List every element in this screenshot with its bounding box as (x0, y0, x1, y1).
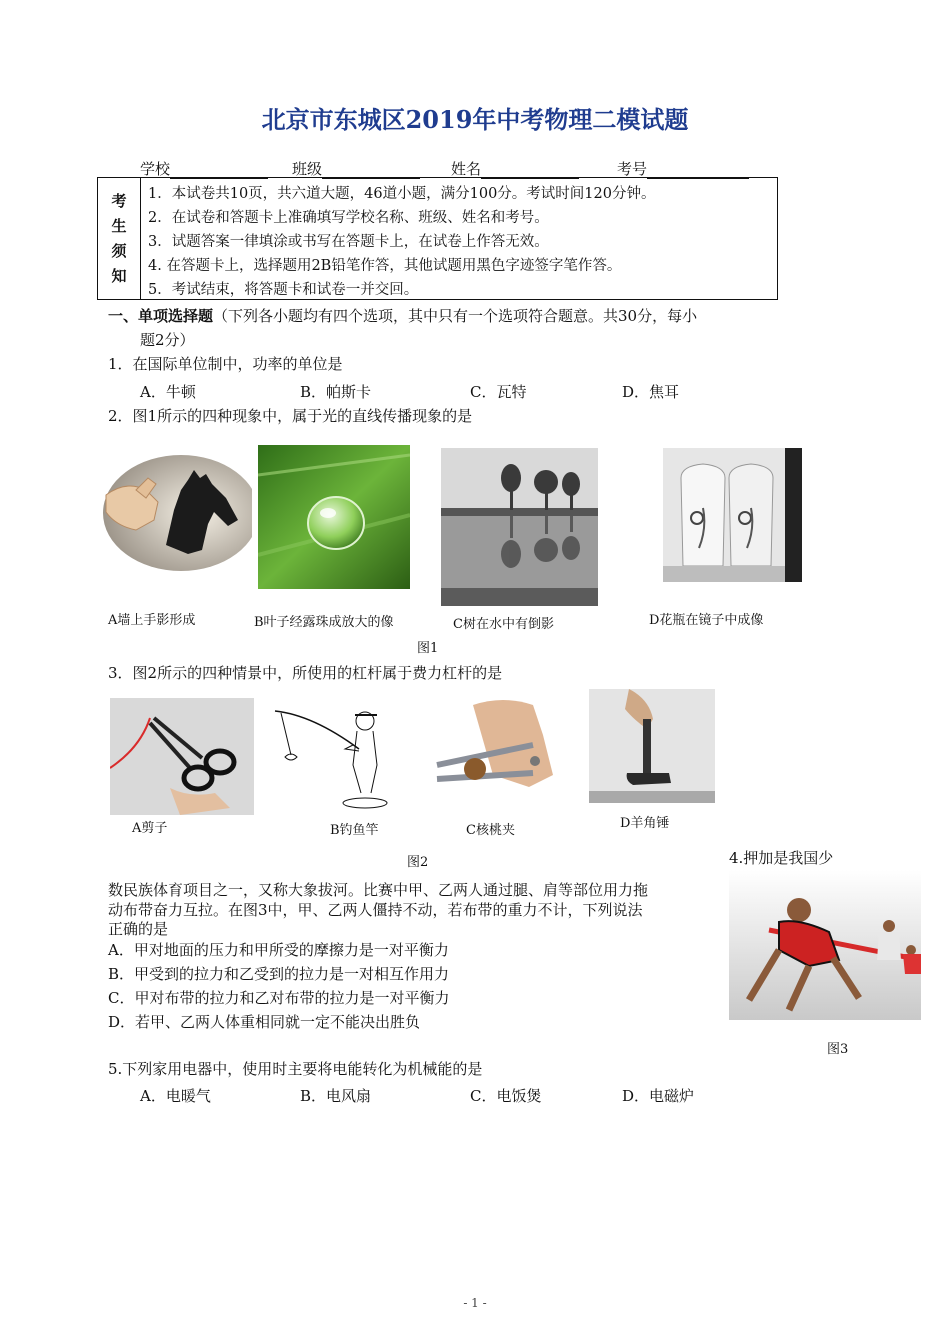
q1-option-b: B．帕斯卡 (300, 383, 372, 401)
claw-hammer-image (589, 689, 715, 803)
fig2-caption-c: C核桃夹 (466, 823, 515, 838)
q5-option-d: D．电磁炉 (622, 1087, 695, 1105)
name-field: 姓名 (451, 158, 579, 179)
fig2-caption-b: B钓鱼竿 (330, 823, 379, 838)
q5-option-c: C．电饭煲 (470, 1087, 542, 1105)
question-4-stem: 数民族体育项目之一，又称大象拔河。比赛中甲、乙两人通过腿、肩等部位用力拖 (108, 881, 649, 899)
fig1-caption-b: B叶子经露珠成放大的像 (254, 615, 394, 630)
page-number: - 1 - (463, 1296, 487, 1310)
question-3-stem: 3．图2所示的四种情景中，所使用的杠杆属于费力杠杆的是 (108, 664, 503, 682)
notice-heading: 考 生 须 知 (98, 178, 141, 299)
section-heading-cont: 题2分） (140, 331, 195, 349)
q5-option-b: B．电风扇 (300, 1087, 372, 1105)
nutcracker-image (433, 695, 557, 815)
question-4-stem: 动布带奋力互拉。在图3中，甲、乙两人僵持不动，若布带的重力不计，下列说法 (108, 901, 643, 919)
page-title: 北京市东城区2019年中考物理二模试题 (261, 105, 689, 134)
figure-2-label: 图2 (407, 855, 429, 870)
fishing-rod-image (273, 705, 405, 815)
section-heading: 一、单项选择题（下列各小题均有四个选项，其中只有一个选项符合题意。共30分，每小 (108, 307, 698, 325)
elephant-tug-image (729, 870, 921, 1020)
hand-shadow-image (96, 450, 252, 576)
q4-option-a: A．甲对地面的压力和甲所受的摩擦力是一对平衡力 (108, 941, 449, 959)
tree-reflection-image (441, 448, 598, 606)
q1-option-a: A．牛顿 (140, 383, 196, 401)
fig2-caption-a: A剪子 (132, 821, 168, 836)
q4-option-b: B．甲受到的拉力和乙受到的拉力是一对相互作用力 (108, 965, 450, 983)
notice-item: 2．在试卷和答题卡上准确填写学校名称、班级、姓名和考号。 (148, 210, 549, 226)
fig1-caption-a: A墙上手影形成 (108, 613, 196, 628)
fig2-caption-d: D羊角锤 (620, 816, 670, 831)
notice-list (148, 182, 655, 302)
vase-mirror-image (663, 448, 802, 582)
question-4-stem-start: 4.押加是我国少 (729, 849, 834, 867)
q1-option-c: C．瓦特 (470, 383, 527, 401)
notice-item: 5．考试结束，将答题卡和试卷一并交回。 (148, 282, 419, 298)
question-1-stem: 1．在国际单位制中，功率的单位是 (108, 355, 343, 373)
q1-option-d: D．焦耳 (622, 383, 680, 401)
notice-box (97, 177, 778, 300)
figure-1-label: 图1 (417, 641, 439, 656)
question-2-stem: 2．图1所示的四种现象中，属于光的直线传播现象的是 (108, 407, 473, 425)
figure-3-label: 图3 (827, 1042, 849, 1057)
notice-item: 3．试题答案一律填涂或书写在答题卡上，在试卷上作答无效。 (148, 234, 549, 250)
notice-item: 4. 在答题卡上，选择题用2B铅笔作答，其他试题用黑色字迹签字笔作答。 (148, 258, 622, 274)
q5-option-a: A．电暖气 (140, 1087, 211, 1105)
exam-number-field: 考号 (617, 158, 749, 179)
dew-drop-leaf-image (258, 445, 410, 589)
school-field: 学校 (140, 158, 268, 179)
scissors-image (110, 698, 254, 815)
fig1-caption-c: C树在水中有倒影 (453, 617, 554, 632)
fig1-caption-d: D花瓶在镜子中成像 (649, 613, 764, 628)
question-4-stem: 正确的是 (108, 920, 169, 938)
q4-option-d: D．若甲、乙两人体重相同就一定不能决出胜负 (108, 1013, 421, 1031)
class-field: 班级 (292, 158, 420, 179)
notice-item: 1．本试卷共10页，共六道大题，46道小题，满分100分。考试时间120分钟。 (148, 186, 656, 202)
question-5-stem: 5.下列家用电器中，使用时主要将电能转化为机械能的是 (108, 1060, 483, 1078)
q4-option-c: C．甲对布带的拉力和乙对布带的拉力是一对平衡力 (108, 989, 450, 1007)
